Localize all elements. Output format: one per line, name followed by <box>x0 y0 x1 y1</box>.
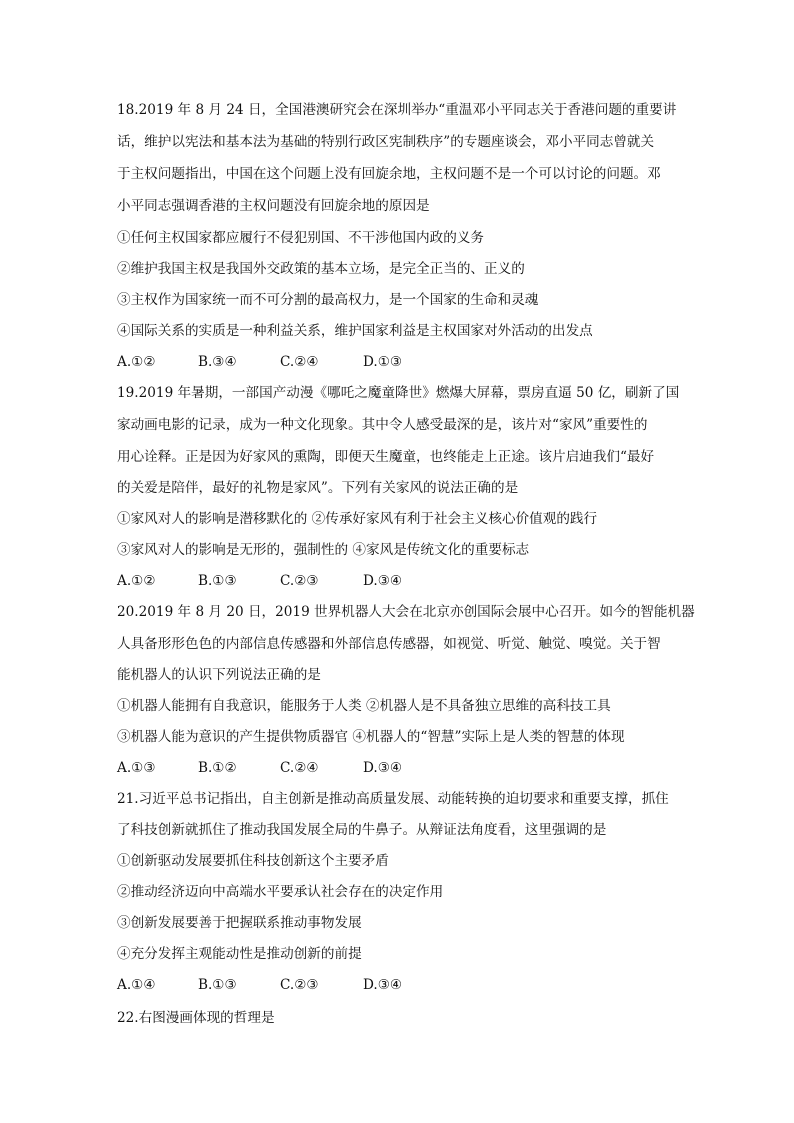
question-19-stem-line: 19.2019 年暑期，一部国产动漫《哪吒之魔童降世》燃爆大屏幕，票房直逼 50 亿，刷新了国 <box>117 385 680 401</box>
question-21-stem-line: 了科技创新就抓住了推动我国发展全局的牛鼻子。从辩证法角度看，这里强调的是 <box>117 822 607 838</box>
question-18-stem-line: 话，维护以宪法和基本法为基础的特别行政区宪制秩序”的专题座谈会，邓小平同志曾就关 <box>117 134 655 150</box>
question-19-stem-line: 的关爱是陪伴，最好的礼物是家风”。下列有关家风的说法正确的是 <box>117 480 519 496</box>
question-20-stem-line: 20.2019 年 8 月 20 日，2019 世界机器人大会在北京亦创国际会展中心召开。如今的智能机器 <box>117 604 695 620</box>
question-19-stem-line: 用心诠释。正是因为好家风的熏陶，即便天生魔童，也终能走上正途。该片启迪我们“最好 <box>117 449 655 465</box>
question-22-stem-line: 22.右图漫画体现的哲理是 <box>117 1010 275 1026</box>
option-b: B.①② <box>198 760 237 776</box>
question-20-statement: ③机器人能为意识的产生提供物质器官 ④机器人的“智慧”实际上是人类的智慧的体现 <box>117 729 625 745</box>
option-a: A.①④ <box>117 977 156 993</box>
question-19-stem-line: 家动画电影的记录，成为一种文化现象。其中令人感受最深的是，该片对“家风”重要性的 <box>117 417 648 433</box>
option-b: B.③④ <box>198 354 237 370</box>
option-a: A.①② <box>117 354 156 370</box>
option-d: D.③④ <box>363 760 403 776</box>
question-18-statement: ②维护我国主权是我国外交政策的基本立场，是完全正当的、正义的 <box>117 261 525 277</box>
option-c: C.②③ <box>280 977 319 993</box>
option-d: D.③④ <box>363 573 403 589</box>
option-c: C.②④ <box>280 354 319 370</box>
question-21-statement: ③创新发展要善于把握联系推动事物发展 <box>117 915 362 931</box>
option-c: C.②③ <box>280 573 319 589</box>
question-21-statement: ①创新驱动发展要抓住科技创新这个主要矛盾 <box>117 853 389 869</box>
option-d: D.①③ <box>363 354 403 370</box>
question-19-statement: ①家风对人的影响是潜移默化的 ②传承好家风有利于社会主义核心价值观的践行 <box>117 511 598 527</box>
question-18-stem-line: 于主权问题指出，中国在这个问题上没有回旋余地，主权问题不是一个可以讨论的问题。邓 <box>117 166 661 182</box>
question-18-stem-line: 18.2019 年 8 月 24 日，全国港澳研究会在深圳举办“重温邓小平同志关于香港问题的重要讲 <box>117 102 677 118</box>
option-b: B.①③ <box>198 977 237 993</box>
question-21-statement: ②推动经济迈向中高端水平要承认社会存在的决定作用 <box>117 884 444 900</box>
question-18-stem-line: 小平同志强调香港的主权问题没有回旋余地的原因是 <box>117 198 430 214</box>
question-20-stem-line: 能机器人的认识下列说法正确的是 <box>117 667 321 683</box>
question-18-statement: ④国际关系的实质是一种利益关系，维护国家利益是主权国家对外活动的出发点 <box>117 323 593 339</box>
option-a: A.①③ <box>117 760 156 776</box>
question-19-statement: ③家风对人的影响是无形的，强制性的 ④家风是传统文化的重要标志 <box>117 542 530 558</box>
question-18-statement: ③主权作为国家统一而不可分割的最高权力，是一个国家的生命和灵魂 <box>117 292 539 308</box>
question-18-statement: ①任何主权国家都应履行不侵犯别国、不干涉他国内政的义务 <box>117 230 485 246</box>
option-d: D.③④ <box>363 977 403 993</box>
question-21-stem-line: 21.习近平总书记指出，自主创新是推动高质量发展、动能转换的迫切要求和重要支撑，抓住 <box>117 791 669 807</box>
question-21-statement: ④充分发挥主观能动性是推动创新的前提 <box>117 946 362 962</box>
option-a: A.①② <box>117 573 156 589</box>
question-20-statement: ①机器人能拥有自我意识，能服务于人类 ②机器人是不具备独立思维的高科技工具 <box>117 698 611 714</box>
question-20-stem-line: 人具备形形色色的内部信息传感器和外部信息传感器，如视觉、听觉、触觉、嗅觉。关于智 <box>117 636 661 652</box>
option-c: C.②④ <box>280 760 319 776</box>
option-b: B.①③ <box>198 573 237 589</box>
